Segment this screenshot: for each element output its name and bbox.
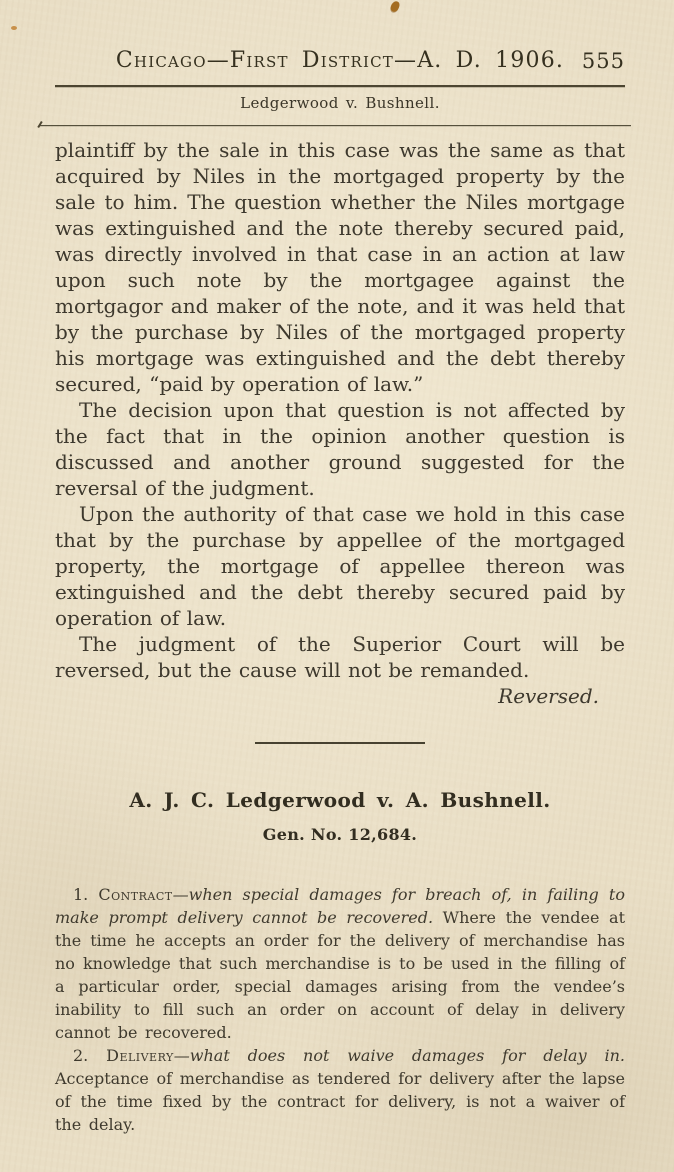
headnote-italic-phrase: —when special damages for breach of, in failing to make prompt delivery cannot be recovered. [55, 885, 625, 927]
headnote-1 [55, 883, 625, 1044]
page-header [55, 48, 625, 74]
headnote-number: 2. [73, 1046, 89, 1065]
header-rule [55, 85, 625, 87]
headnote-italic-phrase: —what does not waive damages for delay in. [173, 1046, 625, 1065]
docket-number: Gen. No. 12,684. [262, 825, 418, 844]
opinion-paragraph: The decision upon that question is not affected by the fact that in the opinion another question is discussed and another ground suggested for the reversal of the judgment. [55, 398, 625, 500]
opinion-body [55, 137, 625, 709]
ink-speck [11, 26, 17, 30]
page-number: 555 [581, 49, 625, 73]
opinion-paragraph: The judgment of the Superior Court will be reversed, but the cause will not be remanded. [55, 632, 625, 682]
opinion-paragraph: Upon the authority of that case we hold in this case that by the purchase by appellee of the mortgaged property, the mortgage of appellee thereon was extinguished and the debt thereby secured paid by operation of law. [55, 502, 625, 630]
headnote-2 [55, 1044, 625, 1136]
headnote-catchword: Contract [98, 885, 173, 904]
running-head: Chicago—First District—A. D. 1906. [115, 48, 565, 73]
case-name-heading: Ledgerwood v. Bushnell. [240, 94, 440, 112]
opinion-paragraph: plaintiff by the sale in this case was the same as that acquired by Niles in the mortgaged property by the sale to him. The question whether the Niles mortgage was extinguished and the note thereby secured paid, was directly involved in that case in an action at law upon such note by the mortgagee against the mortgagor and maker of the note, and it was held that by the purchase by Niles of the mortgaged property his mortgage was extinguished and the debt thereby secured, “paid by operation of law.” [55, 138, 625, 396]
headnote-catchword: Delivery [106, 1046, 174, 1065]
next-case-title: A. J. C. Ledgerwood v. A. Bushnell. [129, 788, 551, 812]
subheader-rule [39, 125, 631, 126]
disposition: Reversed. [498, 684, 599, 708]
headnote-text: Acceptance of merchandise as tendered for delivery after the lapse of the time fixed by the contract for delivery, is not a waiver of the delay. [55, 1069, 625, 1134]
headnote-number: 1. [73, 885, 89, 904]
headnote-text: Where the vendee at the time he accepts an order for the delivery of merchandise has no knowledge that such merchandise is to be used in the filling of a particular order, special damages arising from the vendee’s inability to fill such an order on account of delay in delivery cannot be recovered. [55, 908, 626, 1042]
case-separator-rule [255, 742, 425, 744]
headnotes [55, 883, 625, 1136]
ink-speck [389, 0, 400, 13]
